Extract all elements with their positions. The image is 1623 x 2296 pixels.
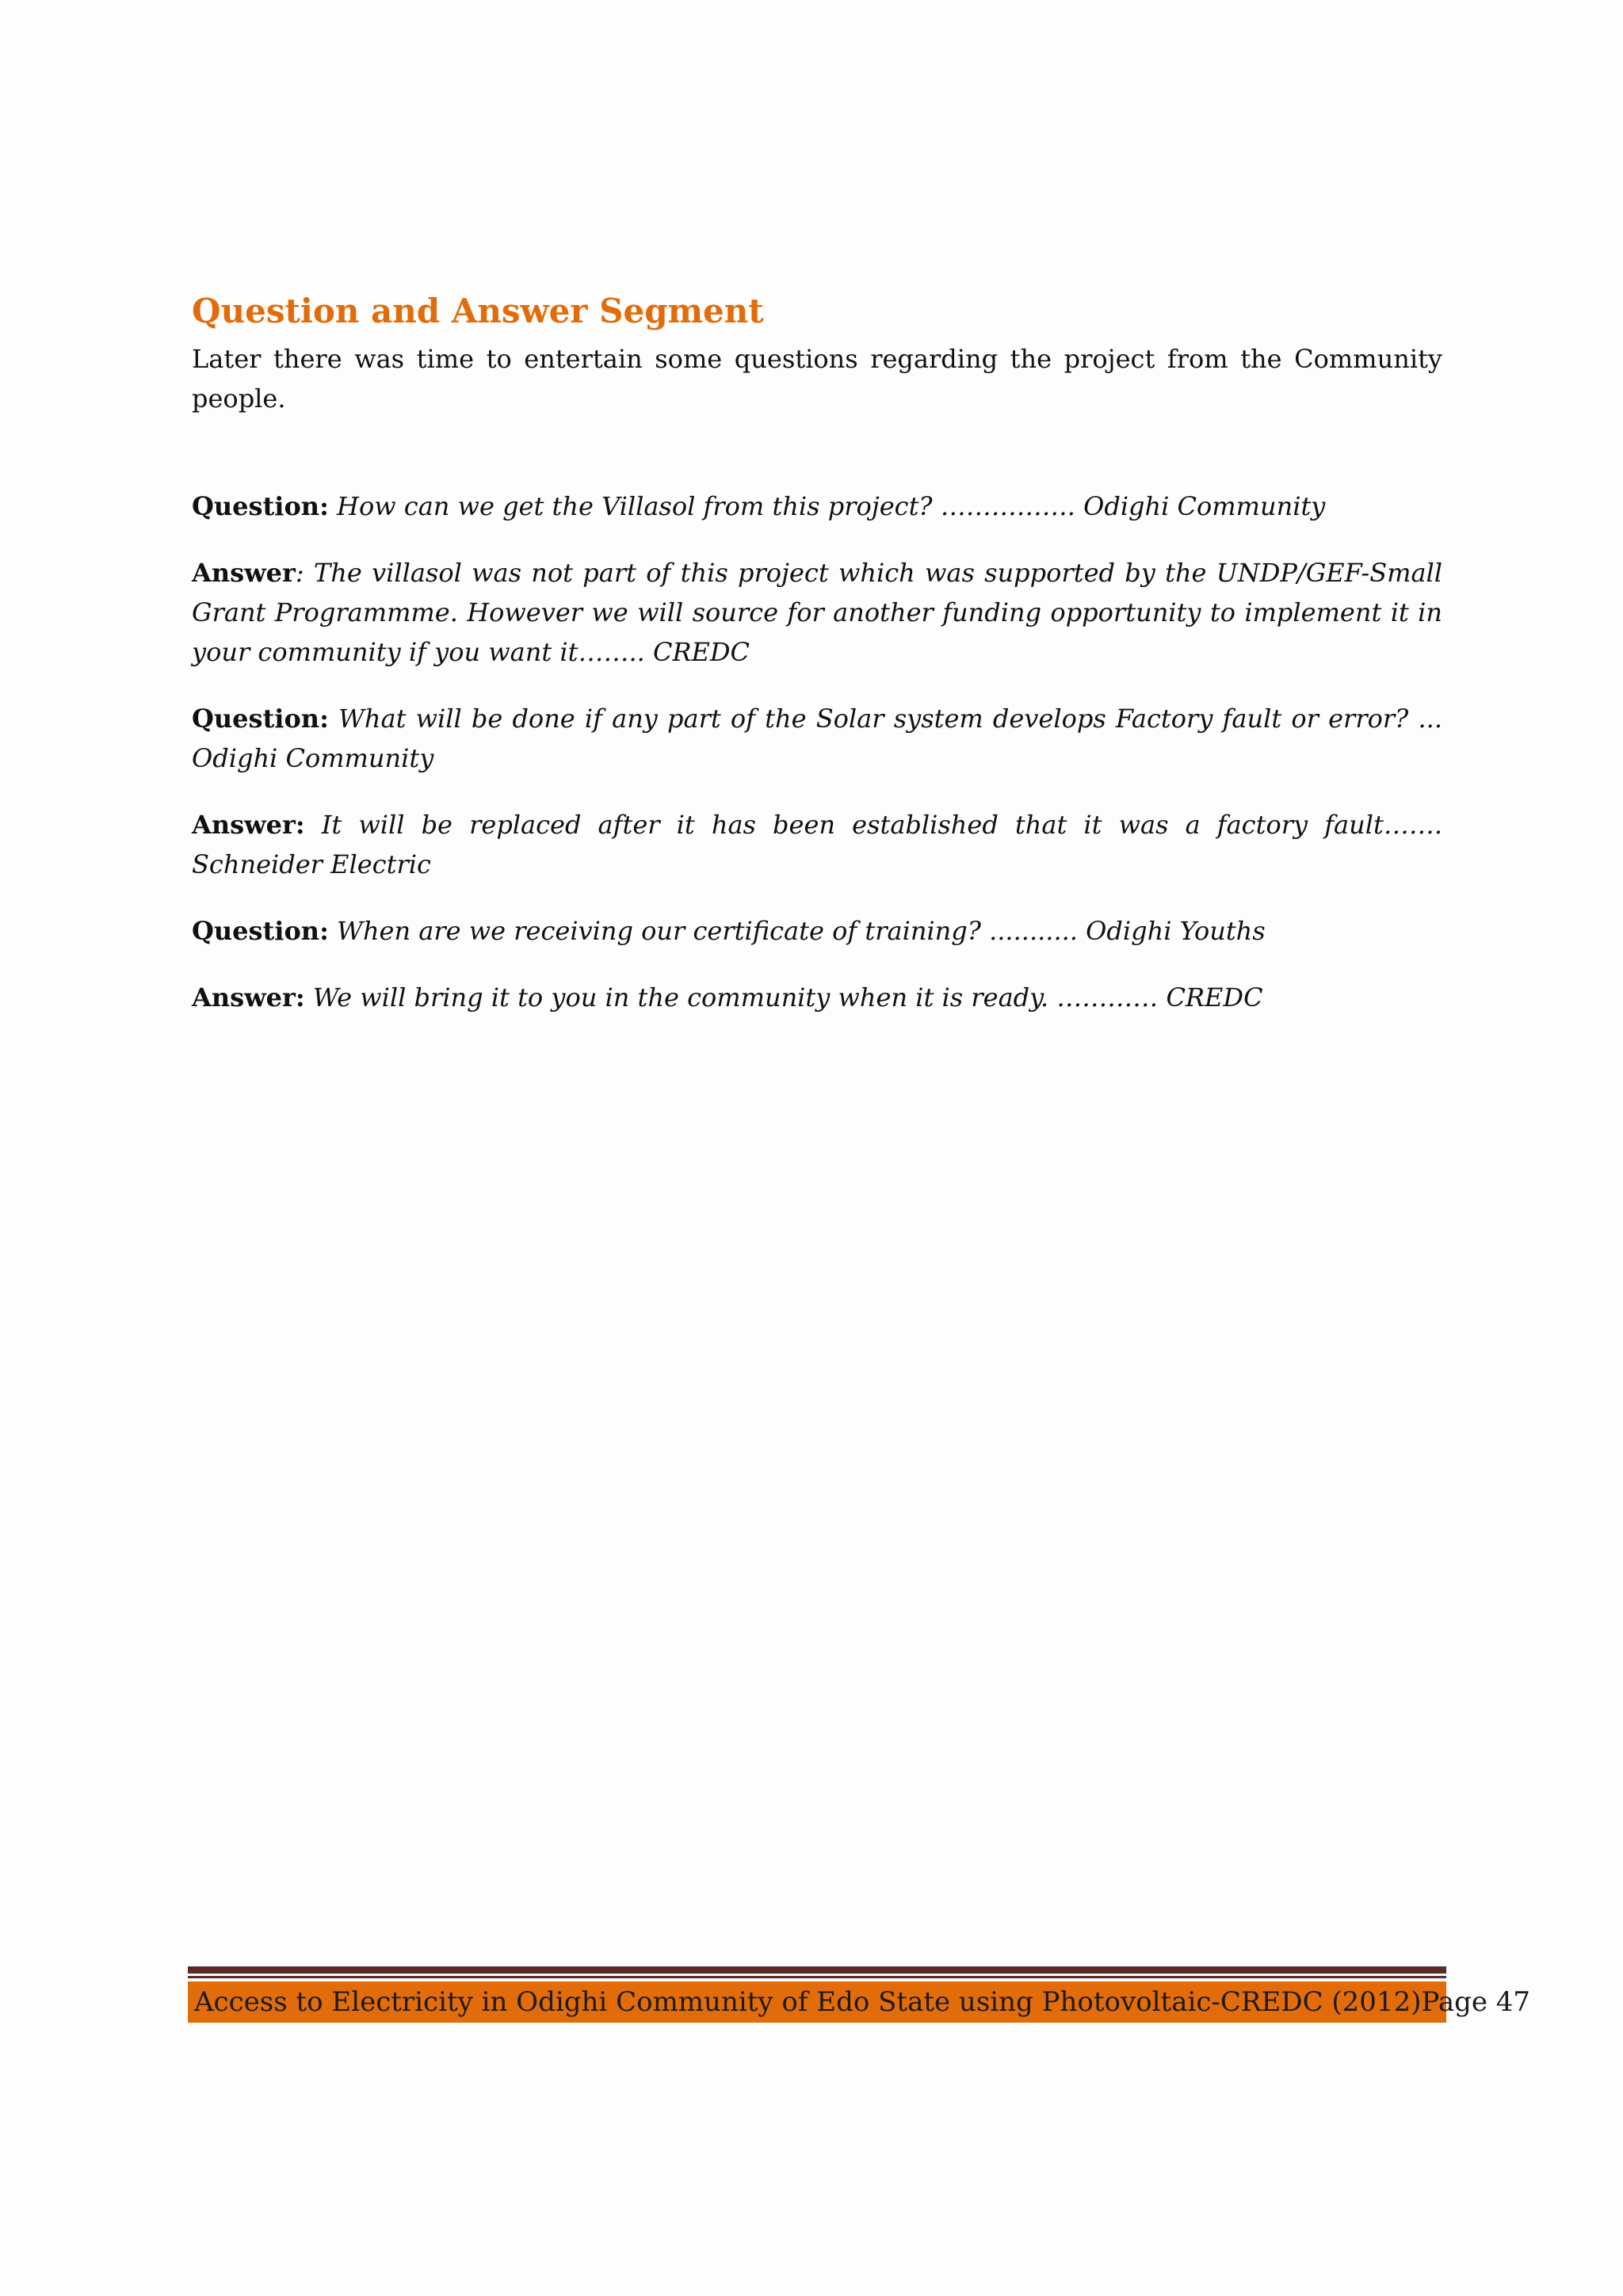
qa-text: What will be done if any part of the Solar system develops Factory fault or error? ... Odighi Community [192,704,1442,773]
qa-text: When are we receiving our certificate of training? ........... Odighi Youths [328,916,1266,946]
page-content [192,290,1442,1044]
qa-item-question-1 [192,486,1442,526]
qa-label: Question: [192,491,329,521]
qa-item-question-3 [192,911,1442,951]
footer-bar [188,1981,1531,2023]
qa-item-answer-1 [192,553,1442,672]
qa-label: Answer: [192,810,305,840]
section-heading: Question and Answer Segment [192,292,764,330]
intro-paragraph: Later there was time to entertain some questions regarding the project from the Community people. [192,344,1442,414]
qa-label: Question: [192,704,329,734]
footer-rule-thick [188,1966,1446,1974]
qa-label: Question: [192,916,329,946]
qa-text: : The villasol was not part of this project which was supported by the UNDP/GEF-Small Grant Programmme. However we will source for another funding opportunity to implement it in your community if you want it…….. CREDC [192,558,1442,667]
qa-label: Answer [192,558,296,588]
qa-label: Answer: [192,982,305,1013]
qa-text: How can we get the Villasol from this project? ……………. Odighi Community [328,491,1326,521]
qa-text: We will bring it to you in the community when it is ready. ………… CREDC [304,982,1263,1013]
footer-rule-thin [188,1976,1446,1978]
page-footer [188,1966,1531,2023]
qa-text: It will be replaced after it has been established that it was a factory fault……. Schneider Electric [192,810,1442,879]
footer-title: Access to Electricity in Odighi Community of Edo State using Photovoltaic-CREDC (2012) [194,1986,1422,2018]
qa-item-question-2 [192,699,1442,778]
qa-item-answer-2 [192,805,1442,884]
qa-item-answer-3 [192,978,1442,1017]
page-number: Page 47 [1421,1986,1531,2018]
